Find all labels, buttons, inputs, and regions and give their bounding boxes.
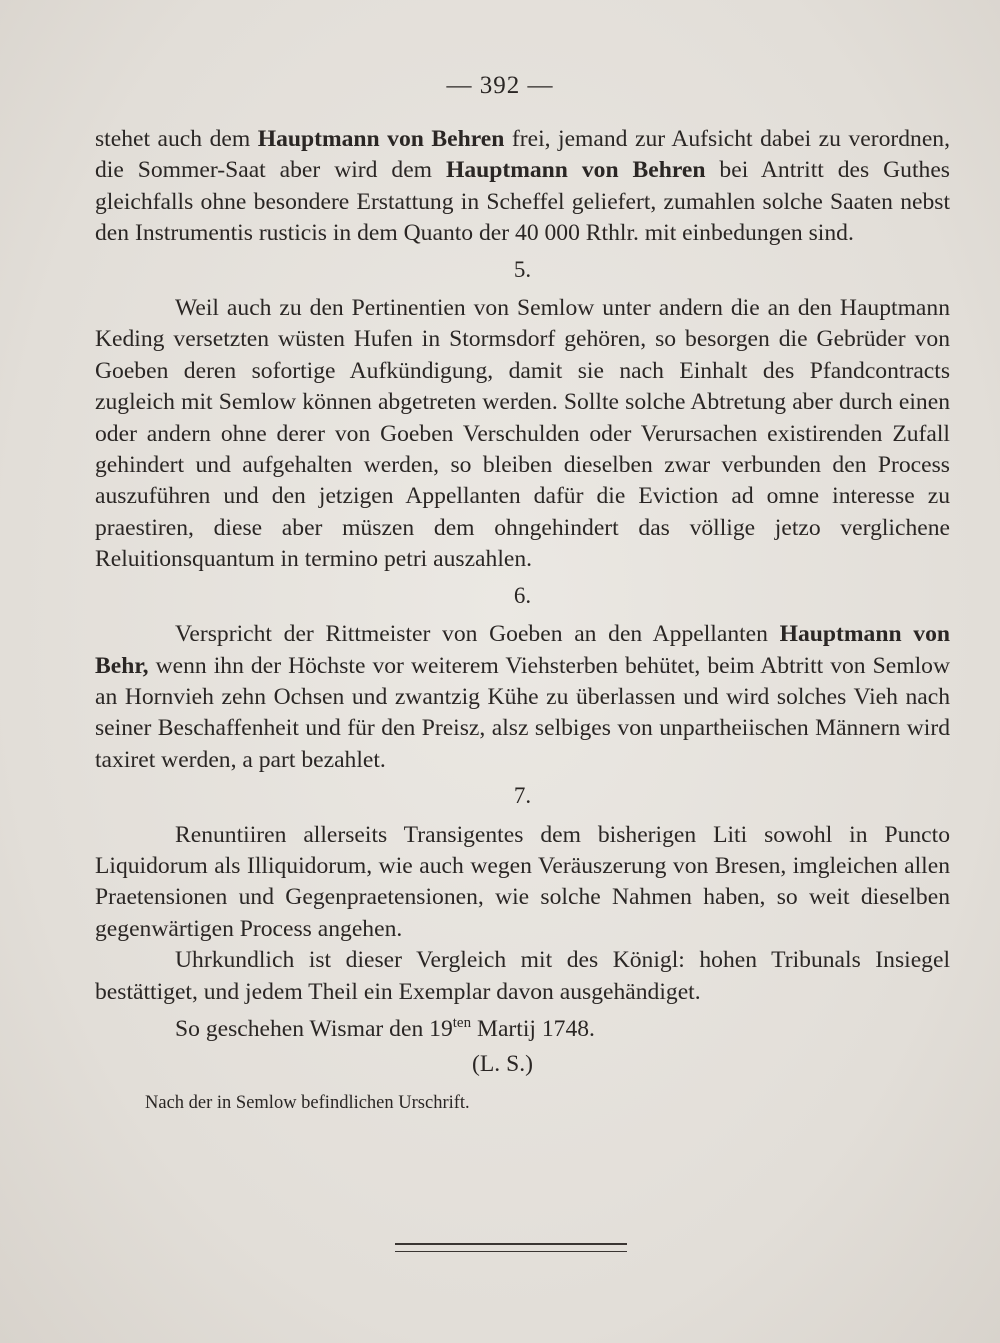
closing-double-rule: [395, 1243, 627, 1252]
source-note: Nach der in Semlow befindlichen Urschrift.: [145, 1092, 470, 1113]
date-line: [95, 1008, 950, 1045]
bold-name: Hauptmann von Behr,: [95, 621, 950, 679]
paragraph-section-6: [95, 619, 950, 776]
bold-name: Hauptmann von Behren: [257, 126, 505, 152]
section-heading-5: 5.: [513, 256, 532, 282]
text-run: frei, jemand zur Aufsicht dabei zu verordnen, die Sommer-Saat aber wird dem: [95, 126, 950, 184]
page-number: — 392 —: [446, 72, 554, 99]
paragraph-section-7a: Renuntiiren allerseits Transigentes dem bisherigen Liti sowohl in Puncto Liquidorum als Illiquidorum, wie auch wegen Veräuszerung von Bresen, imgleichen allen Praetensionen und Gegenpraetensionen, wie solche Nahmen haben, so weit dieselben gegenwärtigen Process angehen.: [95, 821, 950, 942]
seal-mark: (L. S.): [472, 1051, 533, 1078]
text-run: So geschehen Wismar den 19: [175, 1015, 453, 1042]
text-run: wenn ihn der Höchste vor weiterem Viehsterben behütet, beim Abtritt von Semlow an Hornvieh zehn Ochsen und zwantzig Kühe zu überlassen und wird solches Vieh nach seiner Beschaffenheit und für den Preisz, alsz selbiges von unpartheiischen Männern wird taxiret werden, a part bezahlet.: [95, 652, 950, 773]
text-run: Verspricht der Rittmeister von Goeben an den Appellanten: [175, 621, 780, 648]
text-run: stehet auch dem: [95, 126, 258, 152]
paragraph-section-5: Weil auch zu den Pertinentien von Semlow unter andern die an den Hauptmann Keding versetzten wüsten Hufen in Stormsdorf gehören, so besorgen die Gebrüder von Goeben deren sofortige Aufkündigung, damit sie nach Einhalt des Pfandcontracts zugleich mit Semlow können abgetreten werden. Sollte solche Abtretung aber durch einen oder andern ohne derer von Goeben Verschulden oder Verursachen existirenden Zufall gehindert und aufgehalten werden, so bleiben dieselben zwar verbunden den Process auszuführen und den jetzigen Appellanten dafür die Eviction ad omne interesse zu praestiren, diese aber müszen dem ohngehindert das völlige jetzo verglichene Reluitionsquantum in termino petri auszahlen.: [95, 295, 950, 573]
section-heading-6: 6.: [513, 582, 532, 608]
superscript: ten: [452, 1014, 472, 1031]
text-run: Martij 1748.: [471, 1015, 595, 1042]
section-heading-7: 7.: [513, 783, 532, 809]
paragraph-continuation: [95, 124, 950, 250]
paragraph-section-7b: Uhrkundlich ist dieser Vergleich mit des Königl: hohen Tribunals Insiegel bestättiget, und jedem Theil ein Exemplar davon ausgehändiget.: [95, 947, 950, 1005]
text-run: bei Antritt des Guthes gleichfalls ohne besondere Erstattung in Scheffel geliefert, zumahlen solche Saaten nebst den Instrumentis rusticis in dem Quanto der 40 000 Rthlr. mit einbedungen sind.: [95, 157, 950, 247]
bold-name: Hauptmann von Behren: [445, 157, 706, 184]
document-body: [95, 124, 950, 1115]
